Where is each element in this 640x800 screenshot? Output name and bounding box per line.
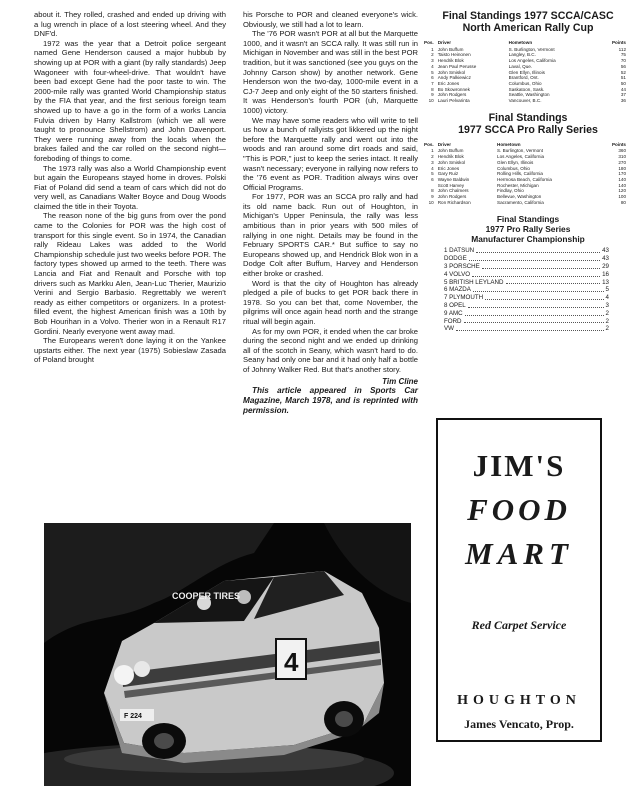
- paragraph: The 1973 rally was also a World Championship event but again the Europeans stayed home in droves. Polski Fiat of Poland did send a team of cars which did not do very well, as Canadians Walter Boyce and Doug Woods claimed the title in their Toyota.: [34, 163, 226, 211]
- manufacturer-name: 4 VOLVO: [444, 270, 471, 278]
- paragraph: Word is that the city of Houghton has already pledged a pile of bucks to get POR back there in 1978. So you can bet that, come November, the pilgrims will once again head north and the strange ritual will begin again.: [243, 278, 418, 326]
- pos-cell: 6: [431, 75, 434, 81]
- manufacturer-name: 5 BRITISH LEYLAND: [444, 278, 504, 286]
- points-cell: 112: [618, 46, 626, 52]
- column-header: Hometown: [508, 40, 533, 45]
- manufacturer-title-line-1: Final Standings: [496, 214, 560, 225]
- paragraph: about it. They rolled, crashed and ended up driving with a lug wrench in place of a lost steering wheel. And they DNF'd.: [34, 10, 226, 39]
- manufacturer-points: 3: [605, 302, 609, 310]
- driver-cell: Scott Harvey: [437, 182, 464, 188]
- points-cell: 180: [618, 165, 626, 171]
- article-column-2: [243, 10, 418, 416]
- rally-cup-table: [424, 40, 632, 104]
- column-header: Hometown: [497, 141, 521, 147]
- pro-rally-title-line-2: 1977 SCCA Pro Rally Series: [458, 123, 598, 136]
- hometown-cell: Glen Ellyn, Illinois: [508, 69, 545, 75]
- hometown-cell: Seattle, Washington: [508, 92, 550, 98]
- manufacturer-points: 4: [605, 294, 609, 302]
- paragraph: 1972 was the year that a Detroit police sergeant named Gene Henderson caused a major hubbub by showing up at POR with a giant (by rally standards) Jeep Wagoneer with four-wheel-drive. That wouldn't have been bad except Gene had the poor taste to win. The 2000-mile rally was granted World Championship status by the FIA that year, and the first serious foreign team showed up to have a go in the form of a works Lancia Fulvia driven by Harry Kallstrom (which we all were taught to pronounce Shellstrom) and John Davenport. They were running away from the locals when the brakes failed and the car rolled on the second night—foreboding of things to come.: [34, 38, 226, 163]
- manufacturer-title-line-2: 1977 Pro Rally Series: [485, 224, 571, 235]
- points-cell: 37: [620, 92, 626, 98]
- table-row: [424, 200, 632, 206]
- list-item: [444, 325, 609, 333]
- hometown-cell: Vancouver, B.C.: [508, 98, 542, 104]
- manufacturer-name: 1 DATSUN: [444, 247, 475, 255]
- driver-cell: John Smiskol: [437, 69, 466, 75]
- standings-sidebar: [424, 10, 632, 333]
- pos-cell: 9: [431, 92, 434, 98]
- manufacturer-points: 43: [602, 255, 609, 263]
- manufacturer-name: DODGE: [444, 255, 467, 263]
- rally-car-photo: [44, 523, 411, 786]
- paragraph: As for my own POR, it ended when the car broke during the second night and we ended up drinking all of the scotch in Seany, which wasn't hard to do. Seany had only one bar and it had only half a bottle of Johnny Walker Red. But that's another story.: [243, 326, 418, 374]
- pos-cell: 10: [428, 199, 434, 205]
- pos-cell: 5: [431, 171, 434, 177]
- driver-cell: Hendrik Blok: [437, 58, 464, 64]
- list-item: [444, 255, 609, 263]
- hometown-cell: Saskatoon, Sask.: [508, 86, 545, 92]
- points-cell: 50: [620, 80, 626, 86]
- table-row: [424, 98, 632, 104]
- dot-leader: [468, 302, 604, 308]
- hometown-cell: Columbus, Ohio: [508, 80, 542, 86]
- dot-leader: [476, 247, 600, 253]
- list-item: [444, 263, 609, 271]
- license-plate: F 224: [124, 713, 142, 720]
- article-column-1: [34, 10, 226, 365]
- driver-cell: Andy Palkiewicz: [437, 75, 471, 81]
- points-cell: 56: [620, 63, 626, 69]
- dot-leader: [482, 263, 600, 269]
- hometown-cell: Brantford, Ont.: [508, 75, 539, 81]
- paragraph: For 1977, POR was an SCCA pro rally and had its old name back. Run out of Houghton, in Michigan's Upper Peninsula, the rally was less ambitious than in prior years with 500 miles of rallying in one night. Details may be found in the February SPORTS CAR.* But suffice to say no Europeans showed up, and Hendrick Blok won in a Dodge Colt after Buffum, Harvey and Henderson either broke or crashed.: [243, 192, 418, 279]
- hometown-cell: Rochester, Michigan: [497, 182, 539, 188]
- hometown-cell: S. Burlington, Vermont: [497, 148, 543, 154]
- pro-rally-title-line-1: Final Standings: [488, 111, 568, 124]
- column-header: Points: [611, 40, 626, 45]
- points-cell: 36: [620, 98, 626, 104]
- pos-cell: 4: [431, 63, 434, 69]
- rally-car-illustration: [44, 523, 411, 786]
- driver-cell: Ron Richardson: [437, 199, 471, 205]
- driver-cell: Hendrik Blok: [437, 154, 464, 160]
- column-header: Pos.: [424, 40, 434, 45]
- dot-leader: [464, 318, 604, 324]
- ad-city: HOUGHTON: [457, 693, 581, 708]
- hometown-cell: Hermosa Beach, California: [497, 176, 552, 182]
- driver-cell: John Smiskol: [437, 159, 466, 165]
- manufacturer-points: 13: [602, 278, 609, 286]
- dot-leader: [473, 286, 604, 292]
- pos-cell: 7: [431, 80, 434, 86]
- points-cell: 310: [618, 154, 626, 160]
- manufacturer-name: 9 AMC: [444, 309, 463, 317]
- points-cell: 170: [618, 171, 626, 177]
- driver-cell: Bo Skowronnek: [437, 86, 470, 92]
- rally-cup-title-line-2: North American Rally Cup: [462, 22, 594, 34]
- pos-cell: 10: [428, 98, 434, 104]
- manufacturer-points: 2: [605, 309, 609, 317]
- dot-leader: [485, 294, 603, 300]
- dot-leader: [456, 325, 604, 331]
- hometown-cell: Langley, B.C.: [508, 52, 536, 58]
- driver-cell: John Buffum: [437, 148, 464, 154]
- hometown-cell: Los Angeles, California: [497, 154, 545, 160]
- manufacturer-points: 2: [605, 317, 609, 325]
- list-item: [444, 247, 609, 255]
- paragraph: The Europeans weren't done laying it on the Yankee upstarts either. The next year (1975) Sobieslaw Zasada of Poland brought: [34, 336, 226, 365]
- column-header: Points: [611, 141, 626, 147]
- paragraph: his Porsche to POR and cleaned everyone's wick. Obviously, we still had a lot to learn.: [243, 10, 418, 29]
- hometown-cell: Glen Ellyn, Illinois: [497, 159, 534, 165]
- points-cell: 120: [618, 188, 626, 194]
- hometown-cell: Los Angeles, California: [508, 58, 556, 64]
- author-signature: Tim Cline: [382, 376, 418, 386]
- manufacturer-name: 8 OPEL: [444, 302, 466, 310]
- list-item: [444, 294, 609, 302]
- driver-cell: Jean Paul Perusse: [437, 63, 477, 69]
- pro-rally-table: [424, 142, 632, 206]
- column-header: Pos.: [424, 141, 434, 147]
- jims-food-mart-ad: [436, 418, 602, 742]
- manufacturer-points: 2: [605, 325, 609, 333]
- pos-cell: 3: [431, 58, 434, 64]
- manufacturer-name: 7 PLYMOUTH: [444, 294, 484, 302]
- points-cell: 75: [620, 52, 626, 58]
- paragraph: The '76 POR wasn't POR at all but the Marquette 1000, and it wasn't an SCCA rally. It was still run in Michigan in November and was still in the best POR tradition, but it was sanctioned (see you guys on the Johnny Carson show) by another network. Gene Henderson won the two-day, 1000-mile event in a CJ-7 Jeep and only eight of the 50 starters finished. It was Henderson's fourth POR (uh, Marquette 1000) victory.: [243, 29, 418, 115]
- pos-cell: 4: [431, 165, 434, 171]
- pos-cell: 1: [431, 148, 434, 154]
- driver-cell: Gary Ruiz: [437, 171, 459, 177]
- dot-leader: [465, 310, 604, 316]
- ad-line-2: FOOD: [467, 492, 571, 527]
- driver-cell: John Buffum: [437, 46, 464, 52]
- paragraph: We may have some readers who will write to tell us how a bunch of rallyists got likkered up the night before the Marquette rally and went out into the woods and ran around some dirt roads and said, "This is POR," just to keep the series intact. It really wasn't necessary; everyone in rallying now refers to the '76 event as POR. Tradition always wins over Official Programs.: [243, 115, 418, 192]
- dot-leader: [472, 271, 600, 277]
- pos-cell: 9: [431, 194, 434, 200]
- dot-leader: [469, 255, 600, 261]
- manufacturer-points: 29: [602, 263, 609, 271]
- ad-line-1: JIM'S: [472, 448, 566, 483]
- list-item: [444, 318, 609, 326]
- pos-cell: 6: [431, 176, 434, 182]
- column-header: Driver: [437, 141, 451, 147]
- points-cell: 52: [620, 69, 626, 75]
- pos-cell: 1: [431, 46, 434, 52]
- dot-leader: [506, 279, 601, 285]
- pos-cell: 2: [431, 52, 434, 58]
- points-cell: 44: [620, 86, 626, 92]
- points-cell: 100: [618, 194, 626, 200]
- hometown-cell: Laval, Que.: [508, 63, 533, 69]
- driver-cell: John Chalmers: [437, 188, 469, 194]
- hometown-cell: Findlay, Ohio: [497, 188, 524, 194]
- ad-owner: James Vencato, Prop.: [464, 717, 574, 731]
- manufacturer-list: [444, 247, 609, 333]
- hometown-cell: Rolling Hills, California: [497, 171, 543, 177]
- hometown-cell: Sacramento, California: [497, 199, 544, 205]
- rally-cup-title-line-1: Final Standings 1977 SCCA/CASC: [442, 10, 614, 22]
- reprint-note: This article appeared in Sports Car Magazine, March 1978, and is reprinted with permission.: [243, 386, 418, 416]
- points-cell: 270: [618, 159, 626, 165]
- points-cell: 140: [618, 182, 626, 188]
- pos-cell: 3: [431, 159, 434, 165]
- driver-cell: John Rodgers: [437, 194, 467, 200]
- car-number: 4: [284, 647, 299, 677]
- hometown-cell: Bellevue, Washington: [497, 194, 542, 200]
- driver-cell: Lauri Pelvarinta: [437, 98, 470, 104]
- pos-cell: 2: [431, 154, 434, 160]
- points-cell: 140: [618, 176, 626, 182]
- manufacturer-name: FORD: [444, 317, 462, 325]
- manufacturer-points: 16: [602, 270, 609, 278]
- paragraph: The reason none of the big guns from over the pond came to the Colonies for POR was the high cost of transport for this single event. So in 1974, the Canadian rally Rideau Lakes was added to the World Championship schedule just two weeks before POR. The factory types showed up armed to the teeth. There was Lancia and Fiat and Renault and Porsche with top drivers such as Markku Alen, Jean-Luc Therier, Maurizio Verini and Sergio Barbasio. Regrettably we weren't ready as either competitors or organizers. In a protest-filled event, the highest American finish was a 10th by Bob Hourihan in a Volvo. Therier won in a Renault R17 Gordini. Nearly everyone went away mad.: [34, 211, 226, 336]
- manufacturer-name: 3 PORSCHE: [444, 263, 480, 271]
- points-cell: 360: [618, 148, 626, 154]
- points-cell: 51: [620, 75, 626, 81]
- manufacturer-points: 5: [605, 286, 609, 294]
- pos-cell: 5: [431, 69, 434, 75]
- driver-cell: John Rodgers: [437, 92, 467, 98]
- list-item: [444, 302, 609, 310]
- pos-cell: 8: [431, 86, 434, 92]
- column-header: Driver: [437, 40, 451, 45]
- ad-line-3: MART: [465, 536, 573, 571]
- driver-cell: Wayne Baldwin: [437, 176, 470, 182]
- pos-cell: 8: [431, 188, 434, 194]
- list-item: [444, 271, 609, 279]
- hometown-cell: S. Burlington, Vermont: [508, 46, 555, 52]
- manufacturer-name: 6 MAZDA: [444, 286, 471, 294]
- windshield-banner: COOPER TIRES: [172, 591, 241, 601]
- list-item: [444, 286, 609, 294]
- driver-cell: Taisto Heinonen: [437, 52, 471, 58]
- hometown-cell: Columbus, Ohio: [497, 165, 530, 171]
- points-cell: 80: [620, 199, 626, 205]
- points-cell: 70: [620, 58, 626, 64]
- manufacturer-name: VW: [444, 325, 454, 333]
- manufacturer-title-line-3: Manufacturer Championship: [471, 234, 585, 245]
- driver-cell: Eric Jones: [437, 165, 460, 171]
- list-item: [444, 279, 609, 287]
- driver-cell: Eric Jones: [437, 80, 460, 86]
- manufacturer-points: 43: [602, 247, 609, 255]
- ad-tagline: Red Carpet Service: [471, 618, 567, 632]
- list-item: [444, 310, 609, 318]
